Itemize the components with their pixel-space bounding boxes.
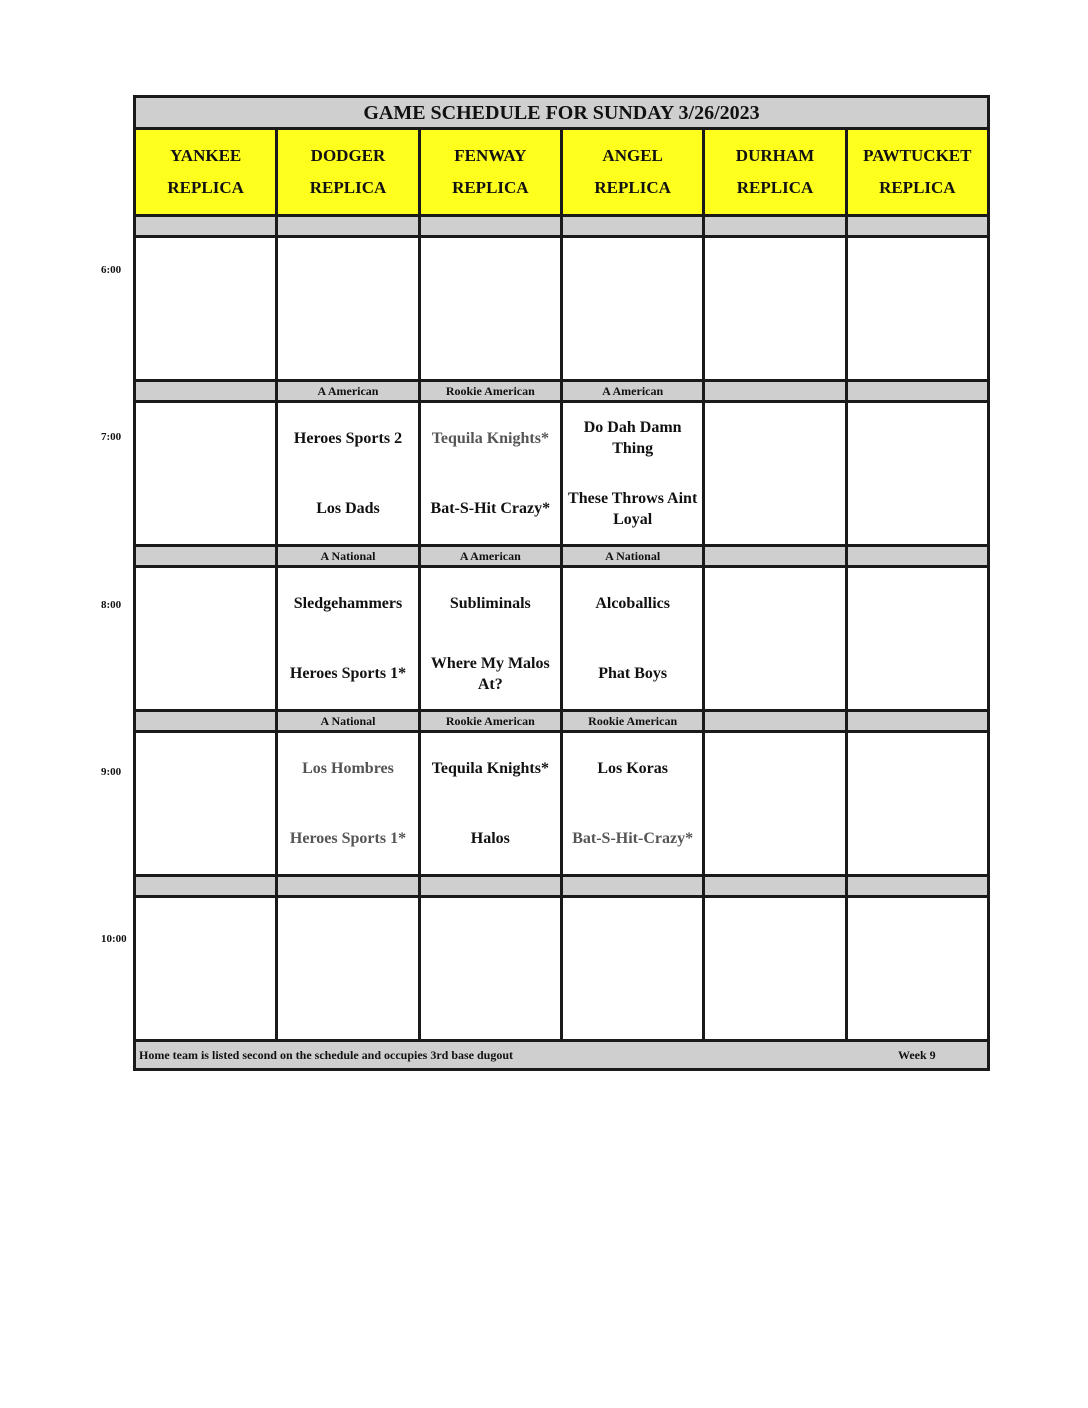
field-name: FENWAY (454, 146, 527, 165)
time-label: 8:00 (101, 599, 122, 611)
field-header-row (136, 130, 987, 214)
field-subtitle: REPLICA (879, 178, 956, 197)
schedule-title: GAME SCHEDULE FOR SUNDAY 3/26/2023 (136, 98, 987, 130)
field-header-dodger (278, 130, 417, 214)
team-name: Do Dah Damn Thing (583, 419, 682, 458)
game-cell (278, 568, 417, 709)
division-label: A American (421, 544, 560, 568)
field-header-fenway (421, 130, 560, 214)
division-label (278, 214, 417, 238)
team-name: Where My Malos At? (430, 654, 550, 693)
time-slots (136, 214, 987, 1039)
time-slot-row (136, 733, 987, 874)
field-name: DODGER (310, 146, 386, 165)
division-label (705, 709, 844, 733)
division-label: A National (278, 544, 417, 568)
division-band (136, 709, 987, 733)
game-cell (563, 568, 702, 709)
game-cell (136, 568, 275, 709)
division-label (136, 874, 275, 898)
game-cell (278, 733, 417, 874)
division-label (563, 874, 702, 898)
team-name: Los Koras (597, 759, 668, 777)
game-cell (848, 403, 987, 544)
team-name: Bat-S-Hit Crazy* (430, 500, 551, 518)
game-cell (848, 238, 987, 379)
division-label: Rookie American (421, 709, 560, 733)
team-name: These Throws Aint Loyal (568, 489, 698, 528)
home-team-note: Home team is listed second on the schedule and occupies 3rd base dugout (139, 1048, 514, 1062)
game-cell (563, 898, 702, 1039)
division-label (848, 709, 987, 733)
field-subtitle: REPLICA (594, 178, 671, 197)
team-name: Bat-S-Hit-Crazy* (572, 830, 694, 848)
division-label (705, 544, 844, 568)
game-cell (705, 898, 844, 1039)
time-label: 9:00 (101, 766, 122, 778)
time-slot-row (136, 898, 987, 1039)
team-name: Heroes Sports 2 (293, 429, 403, 447)
division-label (563, 214, 702, 238)
field-name: ANGEL (602, 146, 663, 165)
game-cell (421, 568, 560, 709)
time-label: 10:00 (101, 933, 127, 945)
field-name: DURHAM (735, 146, 815, 165)
team-name: Tequila Knights* (431, 429, 549, 447)
game-cell (278, 403, 417, 544)
game-cell (278, 898, 417, 1039)
division-label (705, 874, 844, 898)
division-label (136, 379, 275, 403)
team-name: Sledgehammers (293, 594, 403, 612)
division-label: A National (278, 709, 417, 733)
field-subtitle: REPLICA (452, 178, 529, 197)
team-name: Tequila Knights* (431, 759, 549, 777)
division-label (705, 214, 844, 238)
team-name: Heroes Sports 1* (289, 665, 407, 683)
time-slot-row (136, 568, 987, 709)
team-name: Los Hombres (302, 759, 394, 777)
division-band (136, 544, 987, 568)
division-label (848, 544, 987, 568)
game-cell (848, 733, 987, 874)
schedule-footer (136, 1039, 987, 1068)
game-cell (848, 898, 987, 1039)
division-band (136, 379, 987, 403)
field-name: YANKEE (170, 146, 242, 165)
schedule-table (133, 95, 990, 1071)
game-cell (136, 238, 275, 379)
team-name: Halos (470, 830, 510, 848)
time-slot-row (136, 403, 987, 544)
field-header-angel (563, 130, 702, 214)
field-subtitle: REPLICA (309, 178, 387, 197)
game-cell (421, 403, 560, 544)
field-subtitle: REPLICA (736, 178, 814, 197)
division-label (848, 874, 987, 898)
week-label: Week 9 (898, 1048, 936, 1062)
game-cell (705, 733, 844, 874)
game-cell (705, 403, 844, 544)
division-label (705, 379, 844, 403)
game-cell (563, 403, 702, 544)
game-cell (563, 238, 702, 379)
division-label (421, 214, 560, 238)
team-name: Phat Boys (598, 665, 668, 683)
game-cell (136, 403, 275, 544)
team-name: Los Dads (316, 500, 380, 518)
division-band (136, 874, 987, 898)
time-label: 7:00 (101, 431, 122, 443)
division-label (848, 379, 987, 403)
field-header-yankee (136, 130, 275, 214)
division-label (278, 874, 417, 898)
field-name: PAWTUCKET (863, 146, 972, 165)
game-cell (705, 238, 844, 379)
game-cell (563, 733, 702, 874)
game-cell (421, 898, 560, 1039)
team-name: Heroes Sports 1* (289, 830, 407, 848)
team-name: Subliminals (449, 594, 531, 612)
division-band (136, 214, 987, 238)
time-slot-row (136, 238, 987, 379)
game-cell (848, 568, 987, 709)
game-cell (136, 733, 275, 874)
field-header-pawtucket (848, 130, 987, 214)
team-name: Alcoballics (595, 594, 670, 612)
division-label: A American (563, 379, 702, 403)
division-label (136, 214, 275, 238)
division-label: A National (563, 544, 702, 568)
division-label: A American (278, 379, 417, 403)
division-label: Rookie American (421, 379, 560, 403)
division-label (136, 709, 275, 733)
division-label (848, 214, 987, 238)
field-header-durham (705, 130, 844, 214)
division-label: Rookie American (563, 709, 702, 733)
game-cell (705, 568, 844, 709)
division-label (136, 544, 275, 568)
game-cell (136, 898, 275, 1039)
game-cell (421, 733, 560, 874)
time-label: 6:00 (101, 264, 122, 276)
game-cell (421, 238, 560, 379)
game-cell (278, 238, 417, 379)
field-subtitle: REPLICA (167, 178, 244, 197)
division-label (421, 874, 560, 898)
